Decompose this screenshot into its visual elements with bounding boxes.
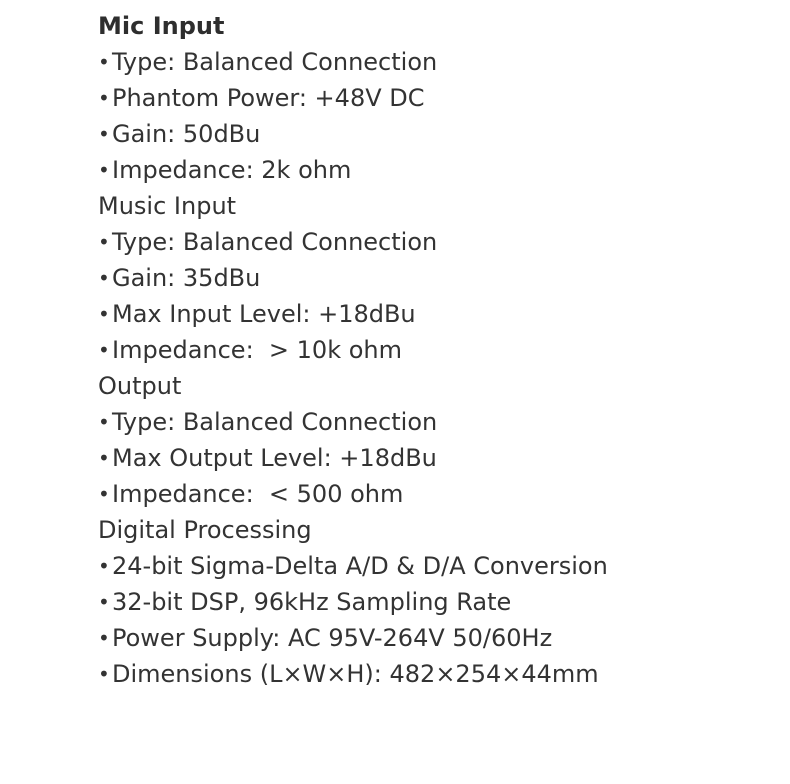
spec-list — [98, 44, 778, 188]
bullet-icon: • — [98, 158, 110, 182]
section-music-input — [98, 188, 778, 368]
bullet-icon: • — [98, 50, 110, 74]
spec-item — [98, 548, 778, 584]
bullet-icon: • — [98, 482, 110, 506]
spec-item — [98, 116, 778, 152]
spec-item-text: Gain: 50dBu — [112, 120, 261, 148]
spec-item — [98, 296, 778, 332]
spec-list — [98, 224, 778, 368]
bullet-icon: • — [98, 662, 110, 686]
spec-item-text: Power Supply: AC 95V-264V 50/60Hz — [112, 624, 553, 652]
bullet-icon: • — [98, 410, 110, 434]
section-heading: Music Input — [98, 192, 237, 220]
spec-sheet — [98, 8, 778, 692]
spec-item — [98, 584, 778, 620]
spec-item-text: 32-bit DSP, 96kHz Sampling Rate — [112, 588, 512, 616]
spec-item-text: Dimensions (L×W×H): 482×254×44mm — [112, 660, 599, 688]
bullet-icon: • — [98, 626, 110, 650]
spec-item-text: Type: Balanced Connection — [112, 228, 438, 256]
bullet-icon: • — [98, 446, 110, 470]
spec-item — [98, 44, 778, 80]
spec-item — [98, 440, 778, 476]
bullet-icon: • — [98, 302, 110, 326]
spec-item-text: Gain: 35dBu — [112, 264, 261, 292]
section-output — [98, 368, 778, 512]
bullet-icon: • — [98, 338, 110, 362]
spec-item-text: Impedance: > 10k ohm — [112, 336, 402, 364]
spec-item — [98, 656, 778, 692]
bullet-icon: • — [98, 86, 110, 110]
spec-item-text: Max Output Level: +18dBu — [112, 444, 437, 472]
spec-item-text: Phantom Power: +48V DC — [112, 84, 425, 112]
bullet-icon: • — [98, 590, 110, 614]
bullet-icon: • — [98, 230, 110, 254]
spec-list — [98, 404, 778, 512]
spec-item — [98, 80, 778, 116]
spec-item — [98, 152, 778, 188]
spec-item — [98, 476, 778, 512]
spec-item — [98, 332, 778, 368]
spec-item-text: Max Input Level: +18dBu — [112, 300, 416, 328]
section-heading: Mic Input — [98, 12, 225, 40]
bullet-icon: • — [98, 554, 110, 578]
section-digital-processing — [98, 512, 778, 692]
spec-item-text: Impedance: < 500 ohm — [112, 480, 404, 508]
spec-item-text: Impedance: 2k ohm — [112, 156, 352, 184]
spec-item — [98, 404, 778, 440]
spec-item-text: 24-bit Sigma-Delta A/D & D/A Conversion — [112, 552, 608, 580]
section-heading: Output — [98, 372, 182, 400]
spec-item-text: Type: Balanced Connection — [112, 48, 438, 76]
section-mic-input — [98, 8, 778, 188]
spec-item-text: Type: Balanced Connection — [112, 408, 438, 436]
bullet-icon: • — [98, 266, 110, 290]
bullet-icon: • — [98, 122, 110, 146]
spec-list — [98, 548, 778, 692]
section-heading: Digital Processing — [98, 516, 312, 544]
spec-item — [98, 620, 778, 656]
spec-item — [98, 224, 778, 260]
spec-item — [98, 260, 778, 296]
